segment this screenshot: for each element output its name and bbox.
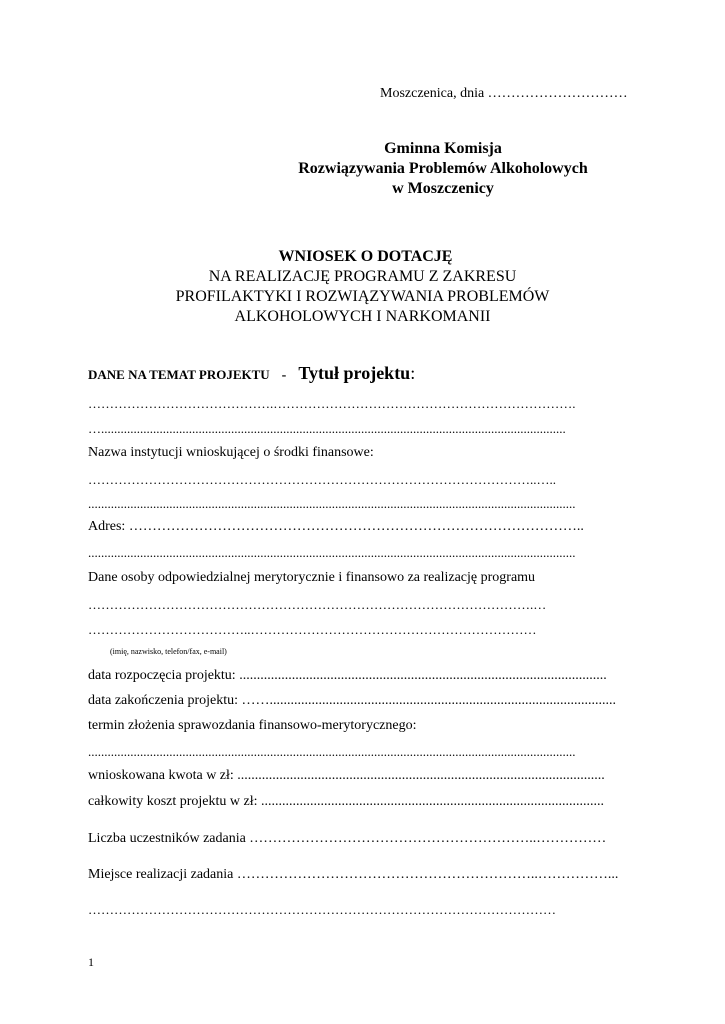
title-line-4: ALKOHOLOWYCH I NARKOMANII bbox=[234, 308, 491, 325]
project-title-label: Tytuł projektu bbox=[298, 363, 411, 383]
end-date-field[interactable]: data zakończenia projektu: ……................................................................................................... bbox=[88, 693, 617, 708]
requested-amount-field[interactable]: wnioskowana kwota w zł: ......................................................................................................... bbox=[88, 768, 605, 783]
institution-name-field-1[interactable]: …………………………………………………………………………………………..….. bbox=[88, 472, 556, 487]
start-date-field[interactable]: data rozpoczęcia projektu: ......................................................................................................... bbox=[88, 668, 607, 683]
address-field[interactable]: Adres: …………………………………………………………………………………….. bbox=[88, 519, 584, 534]
title-line-1: WNIOSEK O DOTACJĘ bbox=[278, 248, 453, 265]
date-line: Moszczenica, dnia ………………………… bbox=[380, 86, 628, 101]
total-cost-field[interactable]: całkowity koszt projektu w zł: .................................................................................................. bbox=[88, 794, 605, 809]
title-line-2: NA REALIZACJĘ PROGRAMU Z ZAKRESU bbox=[208, 268, 517, 285]
report-date-field[interactable]: ...................................................................................................................................................... bbox=[88, 744, 576, 759]
responsible-person-field-2[interactable]: ………………………………..………………………………………………………… bbox=[88, 622, 537, 637]
document-title bbox=[0, 247, 725, 327]
institution-line-1: Gminna Komisja bbox=[384, 140, 502, 157]
project-title-field-2[interactable]: …............................................................................................................................................... bbox=[88, 421, 566, 436]
location-field[interactable]: Miejsce realizacji zadania ………………………………………………………..……………... bbox=[88, 867, 619, 882]
section-heading bbox=[88, 363, 415, 384]
page-number: 1 bbox=[88, 955, 94, 969]
institution-name-label: Nazwa instytucji wnioskującej o środki finansowe: bbox=[88, 445, 374, 460]
participants-field[interactable]: Liczba uczestników zadania ……………………………………………………..…………… bbox=[88, 831, 607, 846]
section-label: DANE NA TEMAT PROJEKTU bbox=[88, 367, 270, 382]
location-field-2[interactable]: ……………………………………………………………………………………………… bbox=[88, 902, 556, 917]
institution-block bbox=[0, 139, 725, 199]
section-dash: - bbox=[281, 368, 287, 383]
institution-line-2: Rozwiązywania Problemów Alkoholowych bbox=[298, 160, 588, 177]
project-title-field-1[interactable]: …………………………………….……………………………………………………………. bbox=[88, 396, 576, 411]
project-title-colon: : bbox=[410, 363, 416, 383]
responsible-person-field-1[interactable]: ………………………………………………………………………………………….… bbox=[88, 597, 547, 612]
responsible-person-label: Dane osoby odpowiedzialnej merytorycznie i finansowo za realizację programu bbox=[88, 570, 536, 585]
report-date-label: termin złożenia sprawozdania finansowo-merytorycznego: bbox=[88, 718, 417, 733]
address-field-2[interactable]: ...................................................................................................................................................... bbox=[88, 545, 576, 560]
institution-line-3: w Moszczenicy bbox=[392, 180, 494, 197]
institution-name-field-2[interactable]: ...................................................................................................................................................... bbox=[88, 496, 576, 511]
responsible-person-hint: (imię, nazwisko, telefon/fax, e-mail) bbox=[110, 647, 227, 656]
title-line-3: PROFILAKTYKI I ROZWIĄZYWANIA PROBLEMÓW bbox=[175, 288, 550, 305]
